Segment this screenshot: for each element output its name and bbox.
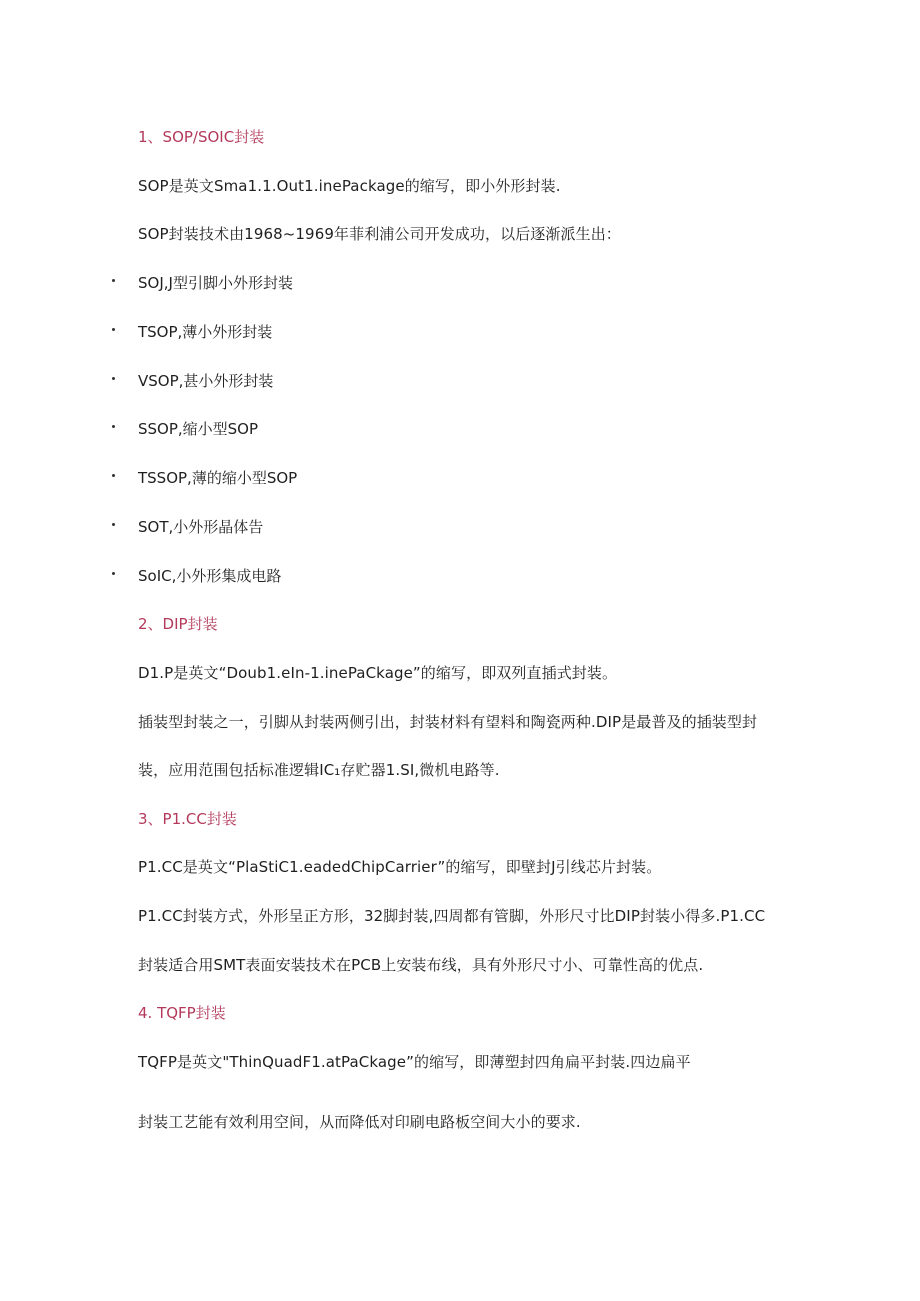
bullet-icon [112,279,115,282]
paragraph-plcc-description-cont: 封装适合用SMT表面安装技术在PCB上安装布线，具有外形尺寸小、可靠性高的优点. [138,956,704,974]
bullet-icon [112,474,115,477]
paragraph-tqfp-description: 封装工艺能有效利用空间，从而降低对印刷电路板空间大小的要求. [138,1113,581,1131]
bullet-icon [112,572,115,575]
bullet-icon [112,523,115,526]
paragraph-dip-definition: D1.P是英文“Doub1.eIn-1.inePaCkage”的缩写，即双列直插式封装。 [138,664,618,682]
list-item-text: TSOP,薄小外形封装 [138,323,273,341]
paragraph-sop-definition: SOP是英文Sma1.1.Out1.inePackage的缩写，即小外形封装. [138,177,561,195]
paragraph-dip-description: 插装型封装之一，引脚从封装两侧引出，封装材料有望料和陶瓷两种.DIP是最普及的插装型封 [138,713,758,731]
list-item-text: TSSOP,薄的缩小型SOP [138,469,298,487]
list-item-text: SOJ,J型引脚小外形封装 [138,274,293,292]
list-item-text: SOT,小外形晶体告 [138,518,264,536]
paragraph-sop-history: SOP封装技术由1968~1969年菲利浦公司开发成功，以后逐渐派生出： [138,225,621,243]
section-heading-sop-soic: 1、SOP/SOIC封装 [138,128,265,146]
bullet-icon [112,425,115,428]
paragraph-plcc-description: P1.CC封装方式，外形呈正方形，32脚封装,四周都有管脚，外形尺寸比DIP封装小得多.P1.CC [138,907,766,925]
bullet-icon [112,328,115,331]
section-heading-plcc: 3、P1.CC封装 [138,810,237,828]
section-heading-dip: 2、DIP封装 [138,615,218,633]
bullet-icon [112,377,115,380]
list-item-text: SSOP,缩小型SOP [138,420,259,438]
paragraph-plcc-definition: P1.CC是英文“PlaStiC1.eadedChipCarrier”的缩写，即壁封J引线芯片封装。 [138,858,662,876]
paragraph-dip-description-cont: 装，应用范围包括标准逻辑IC₁存贮器1.SI,微机电路等. [138,761,500,779]
paragraph-tqfp-definition: TQFP是英文"ThinQuadF1.atPaCkage”的缩写，即薄塑封四角扁平封装.四边扁平 [138,1053,691,1071]
list-item-text: VSOP,甚小外形封装 [138,372,274,390]
section-heading-tqfp: 4. TQFP封装 [138,1004,226,1022]
list-item-text: SoIC,小外形集成电路 [138,567,282,585]
